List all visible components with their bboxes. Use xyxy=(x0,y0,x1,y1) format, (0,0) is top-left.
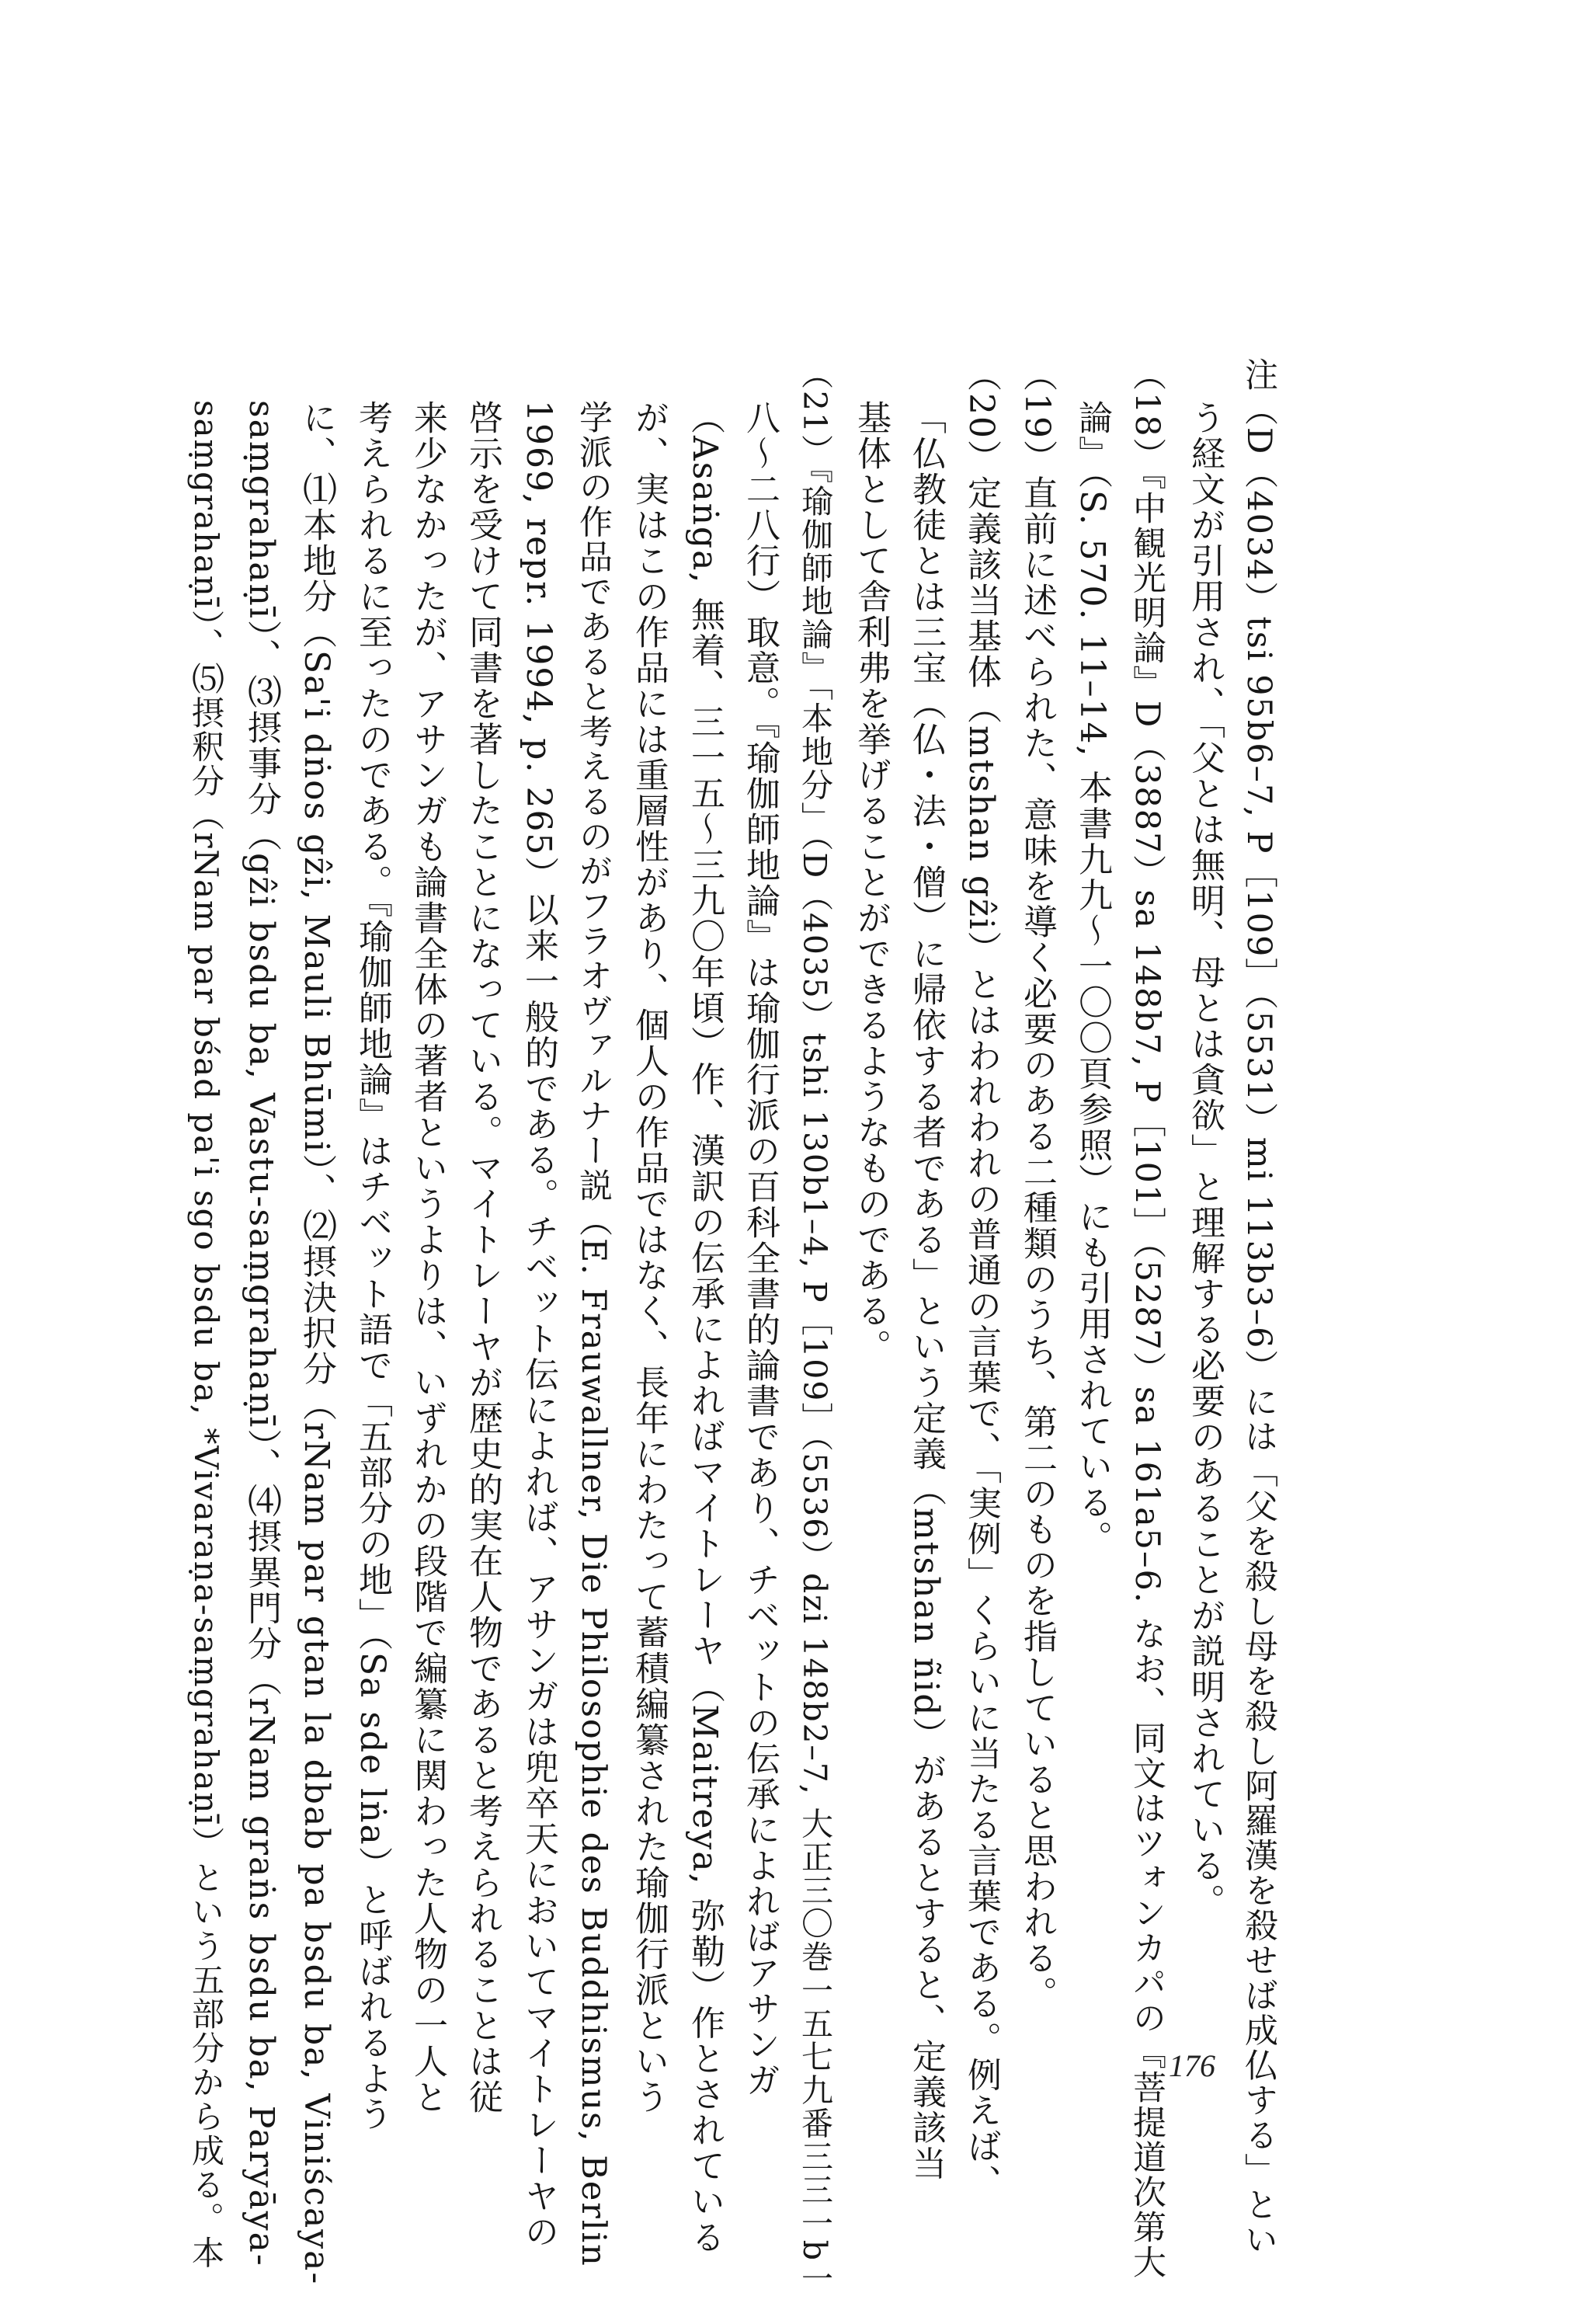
text-line: 学派の作品であると考えるのがフラオヴァルナー説（E. Frauwallner, Die Philosophie des Buddhismus, Berlin xyxy=(574,400,613,2267)
text-line: 八～二八行）取意。『瑜伽師地論』は瑜伽行派の百科全書的論書であり、チベットの伝承によればアサンガ xyxy=(740,400,780,2098)
text-line: saṃgrahaṇī）、⑸摂釈分（rNam par bśad pa'i sgo bsdu ba, *Vivaraṇa-saṃgrahaṇī）という五部分から成る。本 xyxy=(187,400,225,2270)
text-line: （19）直前に述べられた、意味を導く必要のある二種類のうち、第二のものを指していると思われる。 xyxy=(1017,357,1057,2012)
text-line: saṃgrahaṇī）、⑶摂事分（gẑi bsdu ba, Vastu-saṃgrahaṇī）、⑷摂異門分（rNam graṅs bsdu ba, Paryāya- xyxy=(242,400,281,2267)
text-line: （20）定義該当基体（mtshan gẑi）とはわれわれの普通の言葉で、「実例」くらいに当たる言葉である。例えば、 xyxy=(961,357,1001,2200)
text-line: 啓示を受けて同書を著したことになっている。マイトレーヤが歴史的実在人物であると考えられることは従 xyxy=(463,400,502,2115)
text-line: （21）『瑜伽師地論』「本地分」（D（4035）tshi 130b1–4, P［109］（5536）dzi 148b2–7, 大正三〇巻一五七九番三三一b一 xyxy=(796,357,833,2295)
text-line: が、実はこの作品には重層性があり、個人の作品ではなく、長年にわたって蓄積編纂された瑜伽行派という xyxy=(629,400,669,2115)
text-line: う経文が引用され、「父とは無明、母とは貪欲」と理解する必要のあることが説明されている。 xyxy=(1185,400,1225,1919)
text-line: （18）『中観光明論』D（3887）sa 148b7, P［101］（5287）sa 161a5–6. なお、同文はツォンカパの『菩提道次第大 xyxy=(1128,357,1166,2281)
text-line: 注（D（4034）tsi 95b6–7, P［109］（5531）mi 113b3–6）には「父を殺し母を殺し阿羅漢を殺せば成仏する」とい xyxy=(1239,357,1278,2258)
text-line: 「仏教徒とは三宝（仏・法・僧）に帰依する者である」という定義（mtshan ñid）があるとすると、定義該当 xyxy=(906,400,946,2182)
text-line: 1969, repr. 1994, p. 265）以来一般的である。チベット伝によれば、アサンガは兜卒天においてマイトレーヤの xyxy=(519,400,558,2250)
text-line: 基体として舎利弗を挙げることができるようなものである。 xyxy=(851,400,891,1365)
text-line: 論』（S. 570. 11–14, 本書九九～一〇〇頁参照）にも引用されている。 xyxy=(1072,400,1112,1557)
text-line: （Asaṅga, 無着、三一五～三九〇年頃）作、漢訳の伝承によればマイトレーヤ（Maitreya, 弥勒）作とされている xyxy=(685,400,725,2256)
text-line: に、⑴本地分（Sa'i dṅos gẑi, Mauli Bhūmi）、⑵摂決択分（rNam par gtan la dbab pa bsdu ba, Viniścaya- xyxy=(297,400,336,2286)
text-line: 考えられるに至ったのである。『瑜伽師地論』はチベット語で「五部分の地」（Sa sde lṅa）と呼ばれるよう xyxy=(353,400,392,2132)
page-number: 176 xyxy=(1169,2048,1215,2083)
text-line: 来少なかったが、アサンガも論書全体の著者というよりは、いずれかの段階で編纂に関わった人物の一人と xyxy=(408,400,447,2115)
